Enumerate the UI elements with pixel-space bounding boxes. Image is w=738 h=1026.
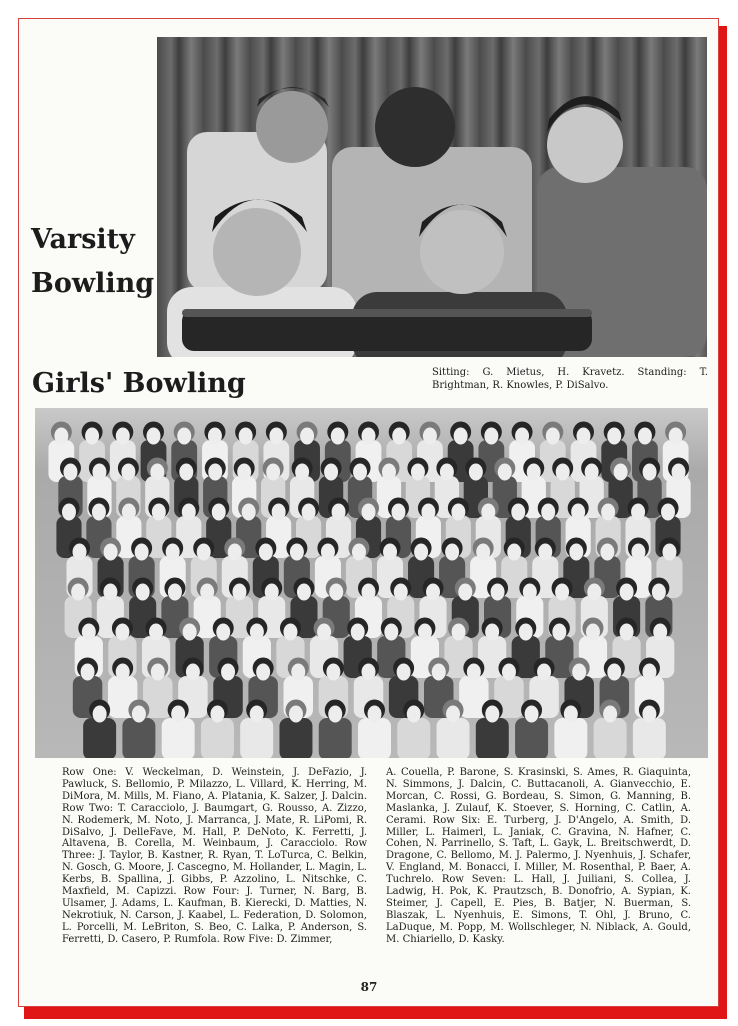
- girls-bowling-heading: Girls' Bowling: [32, 368, 246, 399]
- varsity-bowling-photo: [157, 37, 707, 357]
- girls-bowling-group-photo-figures: [35, 408, 708, 758]
- girls-bowling-group-photo: [35, 408, 708, 758]
- varsity-bowling-photo-figures: [157, 37, 707, 357]
- varsity-bowling-heading: Varsity Bowling: [31, 224, 155, 299]
- page-number: 87: [360, 980, 378, 994]
- roster-column-left: Row One: V. Weckelman, D. Weinstein, J. DeFazio, J. Pawluck, S. Bellomio, P. Milazzo, L. Villard, K. Herring, M. DiMora, M. Mills, M. Fiano, A. Platania, K. Salzer, J. Dalcin. Row Two: T. Caracciolo, J. Baumgart, G. Rousso, A. Zizzo, N. Rodemerk, M. Noto, J. Marranca, J. Mate, R. LiPomi, R. DiSalvo, J. DelleFave, M. Hall, P. DeNoto, K. Ferretti, J. Altavena, B. Corella, M. Weinbaum, J. Caracciolo. Row Three: J. Taylor, B. Kastner, R. Ryan, T. LoTurca, C. Belkin, N. Gosch, G. Moore, J. Cascegno, M. Hollander, L. Magin, L. Kerbs, B. Spallina, J. Gibbs, P. Azzolino, L. Nitschke, C. Maxfield, M. Capizzi. Row Four: J. Turner, N. Barg, B. Ulsamer, J. Adams, L. Kaufman, B. Kierecki, D. Matties, N. Nekrotiuk, N. Carson, J. Kaabel, L. Federation, D. Solomon, L. Porcelli, M. LeBriton, S. Beo, C. Lalka, P. Anderson, S. Ferretti, D. Casero, P. Rumfola. Row Five: D. Zimmer,: [62, 767, 367, 945]
- varsity-photo-caption: Sitting: G. Mietus, H. Kravetz. Standing: T. Brightman, R. Knowles, P. DiSalvo.: [432, 367, 708, 391]
- roster-column-right: A. Couella, P. Barone, S. Krasinski, S. Ames, R. Giaquinta, N. Simmons, J. Dalcin, C. Buttacanoli, A. Gianvecchio, E. Morcan, C. Rossi, G. Bordeau, S. Simon, G. Manning, B. Maslanka, J. Zulauf, K. Stoever, S. Horning, C. Catlin, A. Cerami. Row Six: E. Turberg, J. D'Angelo, A. Smith, D. Miller, L. Haimerl, L. Janiak, C. Gravina, N. Hafner, C. Cohen, N. Parrinello, S. Taft, L. Gayk, L. Breitschwerdt, D. Dragone, C. Bellomo, M. J. Palermo, J. Nyenhuis, J. Schafer, V. England, M. Bonacci, I. Miller, M. Rosenthal, P. Baer, A. Tuchrelo. Row Seven: L. Hall, J. Juiliani, S. Collea, J. Ladwig, H. Pok, K. Prautzsch, B. Donofrio, A. Sypian, K. Steimer, J. Capell, E. Pies, B. Batjer, N. Buerman, S. Blaszak, L. Nyenhuis, E. Simons, T. Ohl, J. Bruno, C. LaDuque, M. Popp, M. Wollschleger, N. Niblack, A. Gould, M. Chiariello, D. Kasky.: [386, 767, 691, 945]
